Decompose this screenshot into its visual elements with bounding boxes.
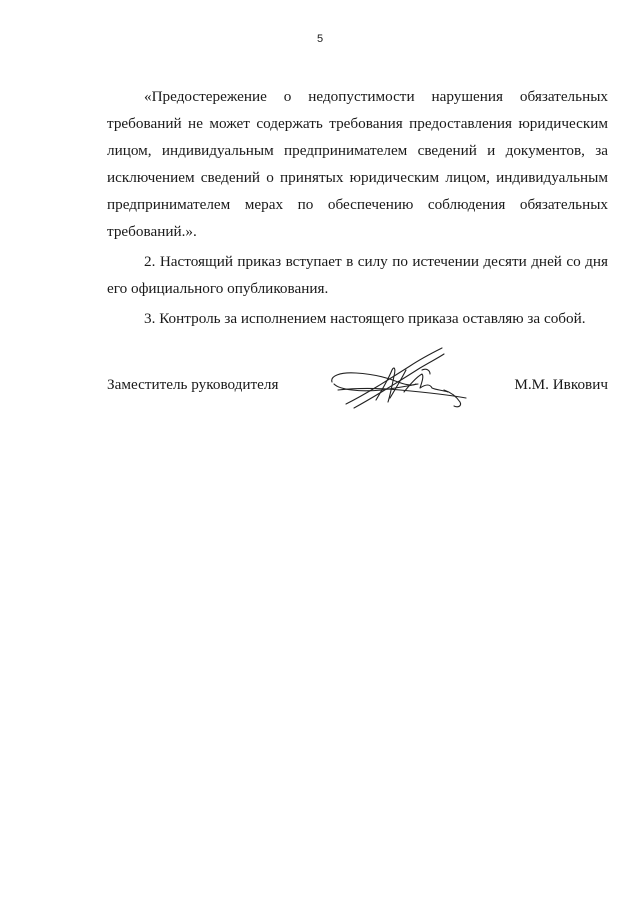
paragraph-effective-date: 2. Настоящий приказ вступает в силу по истечении десяти дней со дня его официального опубликования. (107, 253, 608, 297)
handwritten-signature (326, 346, 476, 412)
signer-name: М.М. Ивкович (514, 376, 608, 393)
paragraph-control: 3. Контроль за исполнением настоящего приказа оставляю за собой. (144, 310, 586, 327)
signer-position: Заместитель руководителя (107, 376, 279, 393)
page-number: 5 (316, 33, 324, 45)
document-body (107, 83, 608, 332)
paragraph-amendment-quote: «Предостережение о недопустимости нарушения обязательных требований не может содержать требования предоставления юридическим лицом, индивидуальным предпринимателем сведений и документов, за исключением сведений о принятых юридическим лицом, индивидуальным предпринимателем мерах по обеспечению соблюдения обязательных требований.». (107, 88, 608, 240)
